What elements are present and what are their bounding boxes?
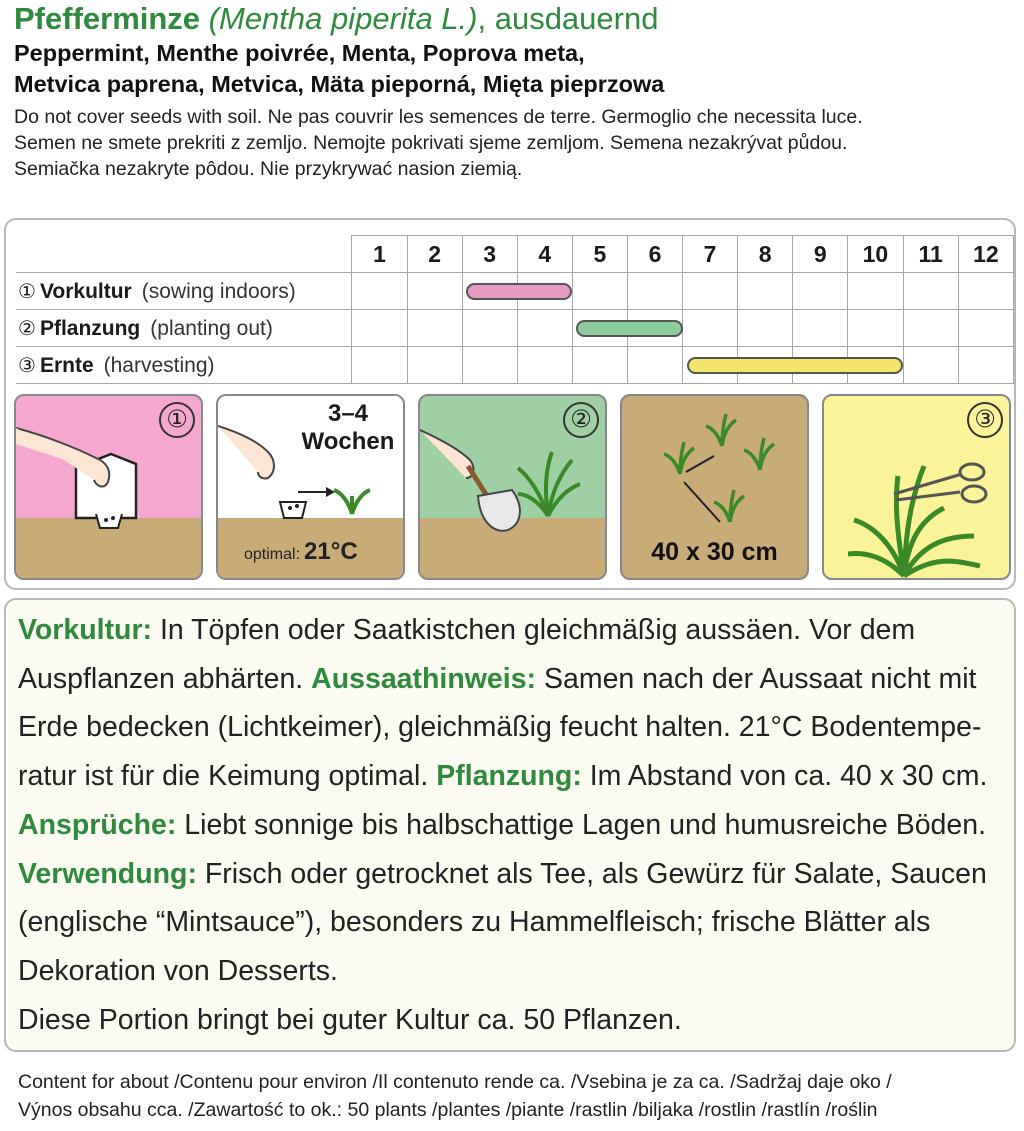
calendar-row-pflanzung (16, 310, 1014, 347)
month-header: 1 (352, 236, 407, 273)
header (14, 0, 1014, 182)
spacing-label: 40 x 30 cm (651, 538, 778, 566)
step-number: ② (563, 402, 599, 438)
row-label: ② Pflanzung (planting out) (16, 310, 352, 347)
tile-germination (216, 394, 405, 580)
step-number: ① (159, 402, 195, 438)
calendar-bar (466, 283, 572, 300)
month-header: 6 (627, 236, 682, 273)
tile-sowing-indoors (14, 394, 203, 580)
tile-planting-out (418, 394, 607, 580)
description-paragraph: Verwendung: Frisch oder getrocknet als Tee, als Gewürz für Salate, Saucen (englische “Mintsauce”), besonders zu Hammelfleisch; frische Blätter als Dekoration von Desserts. (18, 857, 987, 987)
calendar-bar (576, 320, 682, 337)
row-label: ③ Ernte (harvesting) (16, 347, 352, 384)
plant-name: Pfefferminze (14, 1, 201, 36)
description-paragraph: Diese Portion bringt bei guter Kultur ca. 50 Pflanzen. (18, 1003, 682, 1036)
month-header: 8 (738, 236, 793, 273)
month-header: 12 (958, 236, 1013, 273)
month-header: 3 (462, 236, 517, 273)
description-paragraph: Vorkultur: In Töpfen oder Saatkistchen gleichmäßig aussäen. Vor dem Auspflanzen abhärten. Aussaathinweis: Samen nach der Aussaat nicht mit Erde bedecken (Lichtkeimer), gleichmäßig feucht halten. 21°C Bodentempe-ratur ist für die Keimung optimal. Pflanzung: Im Abstand von ca. 40 x 30 cm. (18, 614, 988, 793)
names-line-2: Metvica paprena, Metvica, Mäta pieporná, Mięta pieprzowa (14, 71, 665, 97)
optimal-temperature: optimal: 21°C (244, 538, 358, 565)
month-header: 4 (517, 236, 572, 273)
description-paragraph: Ansprüche: Liebt sonnige bis halbschattige Lagen und humusreiche Böden. (18, 808, 987, 841)
sowing-notes (14, 104, 1014, 182)
step-number: ③ (967, 402, 1003, 438)
note-line: Do not cover seeds with soil. Ne pas couvrir les semences de terre. Germoglio che necessita luce. (14, 106, 863, 128)
latin-name: (Mentha piperita L.) (208, 1, 478, 36)
note-line: Semen ne smete prekriti z zemljo. Nemojte pokrivati sjeme zemljom. Semena nezakrývat půdou. (14, 132, 848, 154)
weeks-label: 3–4 Wochen (301, 400, 395, 455)
note-line: Semiačka nezakryte pôdou. Nie przykrywać nasion ziemią. (14, 158, 523, 180)
month-header: 7 (683, 236, 738, 273)
footer-line: Content for about /Contenu pour environ /Il contenuto rende ca. /Vsebina je za ca. /Sadržaj daje oko / (18, 1071, 892, 1093)
tile-harvesting (822, 394, 1011, 580)
product-title (14, 0, 1014, 38)
calendar-panel (4, 218, 1016, 590)
month-header: 2 (407, 236, 462, 273)
footer-content-note (18, 1068, 892, 1124)
month-header: 11 (903, 236, 958, 273)
description-panel (4, 598, 1016, 1052)
life-cycle: , ausdauernd (477, 1, 659, 36)
row-label: ① Vorkultur (sowing indoors) (16, 273, 352, 310)
month-header: 5 (572, 236, 627, 273)
footer-line: Výnos obsahu cca. /Zawartość to ok.: 50 plants /plantes /piante /rastlin /biljaka /rostlin /rastlín /roślin (18, 1099, 878, 1121)
tile-spacing (620, 394, 809, 580)
calendar-corner (16, 236, 352, 273)
calendar-bar (687, 357, 904, 374)
month-header: 10 (848, 236, 903, 273)
month-header: 9 (793, 236, 848, 273)
names-line-1: Peppermint, Menthe poivrée, Menta, Poprova meta, (14, 40, 585, 66)
